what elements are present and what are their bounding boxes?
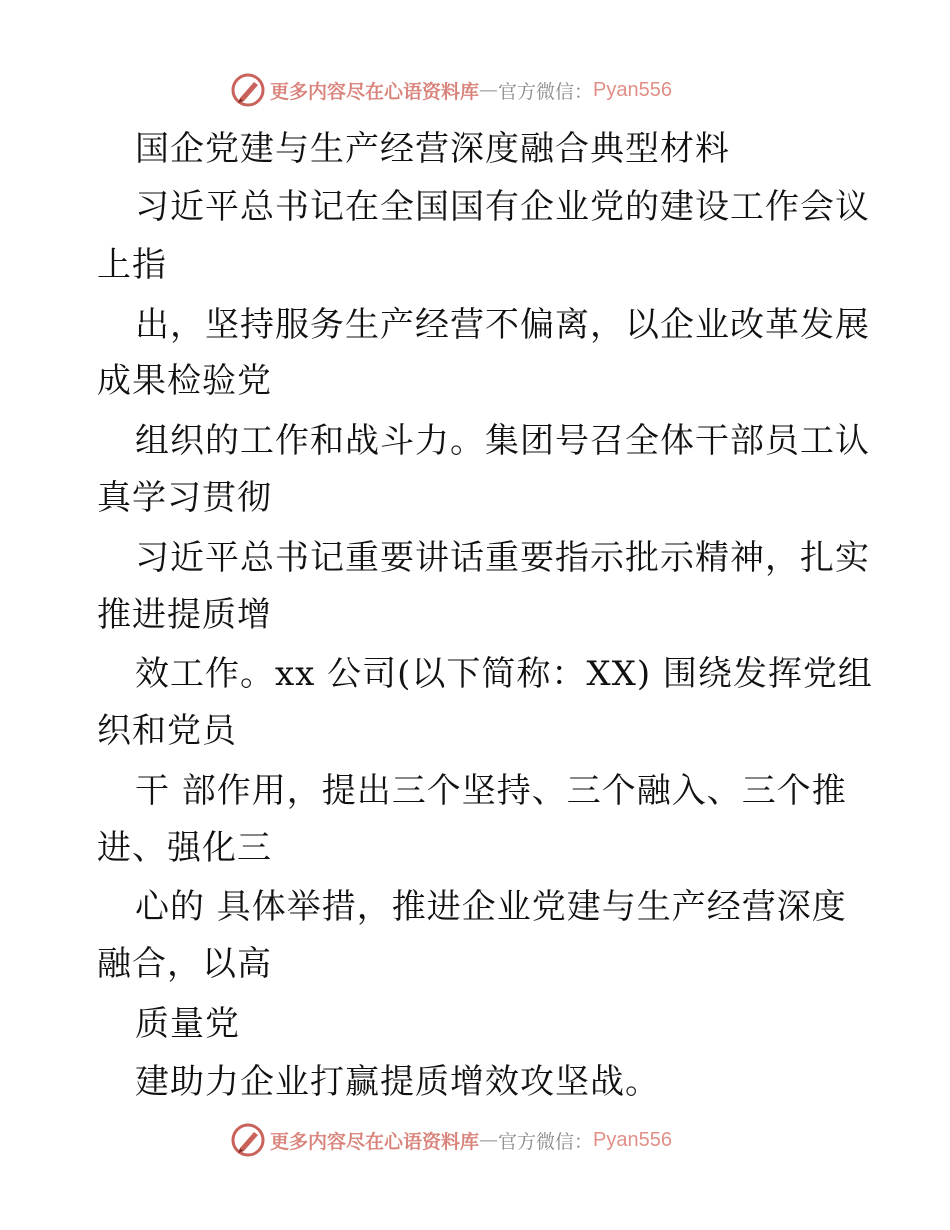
watermark-official-label: 官方微信： [498, 80, 594, 103]
paragraph-line: 习近平总书记重要讲话重要指示批示精神，扎实 [135, 538, 870, 578]
paragraph-line: 出，坚持服务生产经营不偏离，以企业改革发展 [135, 305, 870, 345]
paragraph-line: 成果检验党 [97, 361, 272, 401]
paragraph-line: 心的 具体举措，推进企业党建与生产经营深度 [135, 887, 847, 927]
paragraph-line: 推进提质增 [97, 595, 272, 635]
pen-logo-icon [230, 1122, 266, 1158]
watermark-text: 更多内容尽在心语资料库 [270, 1130, 480, 1153]
paragraph-line: 建助力企业打赢提质增效攻坚战。 [135, 1062, 660, 1102]
watermark-official-label: 官方微信： [498, 1130, 594, 1153]
paragraph-line: 组织的工作和战斗力。集团号召全体干部员工认 [135, 421, 870, 461]
watermark-wechat-id: Pyan556 [593, 1128, 672, 1151]
watermark-wechat-id: Pyan556 [593, 78, 672, 101]
paragraph-line: 习近平总书记在全国国有企业党的建设工作会议 [135, 187, 870, 227]
paragraph-line: 上指 [97, 245, 167, 285]
pen-logo-icon [230, 72, 266, 108]
document-title: 国企党建与生产经营深度融合典型材料 [135, 129, 730, 169]
paragraph-line: 质量党 [135, 1004, 240, 1044]
paragraph-line: 真学习贯彻 [97, 478, 272, 518]
watermark-text: 更多内容尽在心语资料库 [270, 80, 480, 103]
paragraph-line: 干 部作用，提出三个坚持、三个融入、三个推 [135, 771, 847, 811]
paragraph-line: 织和党员 [97, 711, 237, 751]
paragraph-line: 融合，以高 [97, 944, 272, 984]
paragraph-line: 进、强化三 [97, 828, 272, 868]
watermark-dash: — [479, 79, 499, 101]
watermark-dash: — [479, 1129, 499, 1151]
header-watermark [230, 70, 672, 110]
footer-watermark [230, 1120, 672, 1160]
paragraph-line: 效工作。xx 公司(以下简称：XX) 围绕发挥党组 [135, 654, 873, 694]
